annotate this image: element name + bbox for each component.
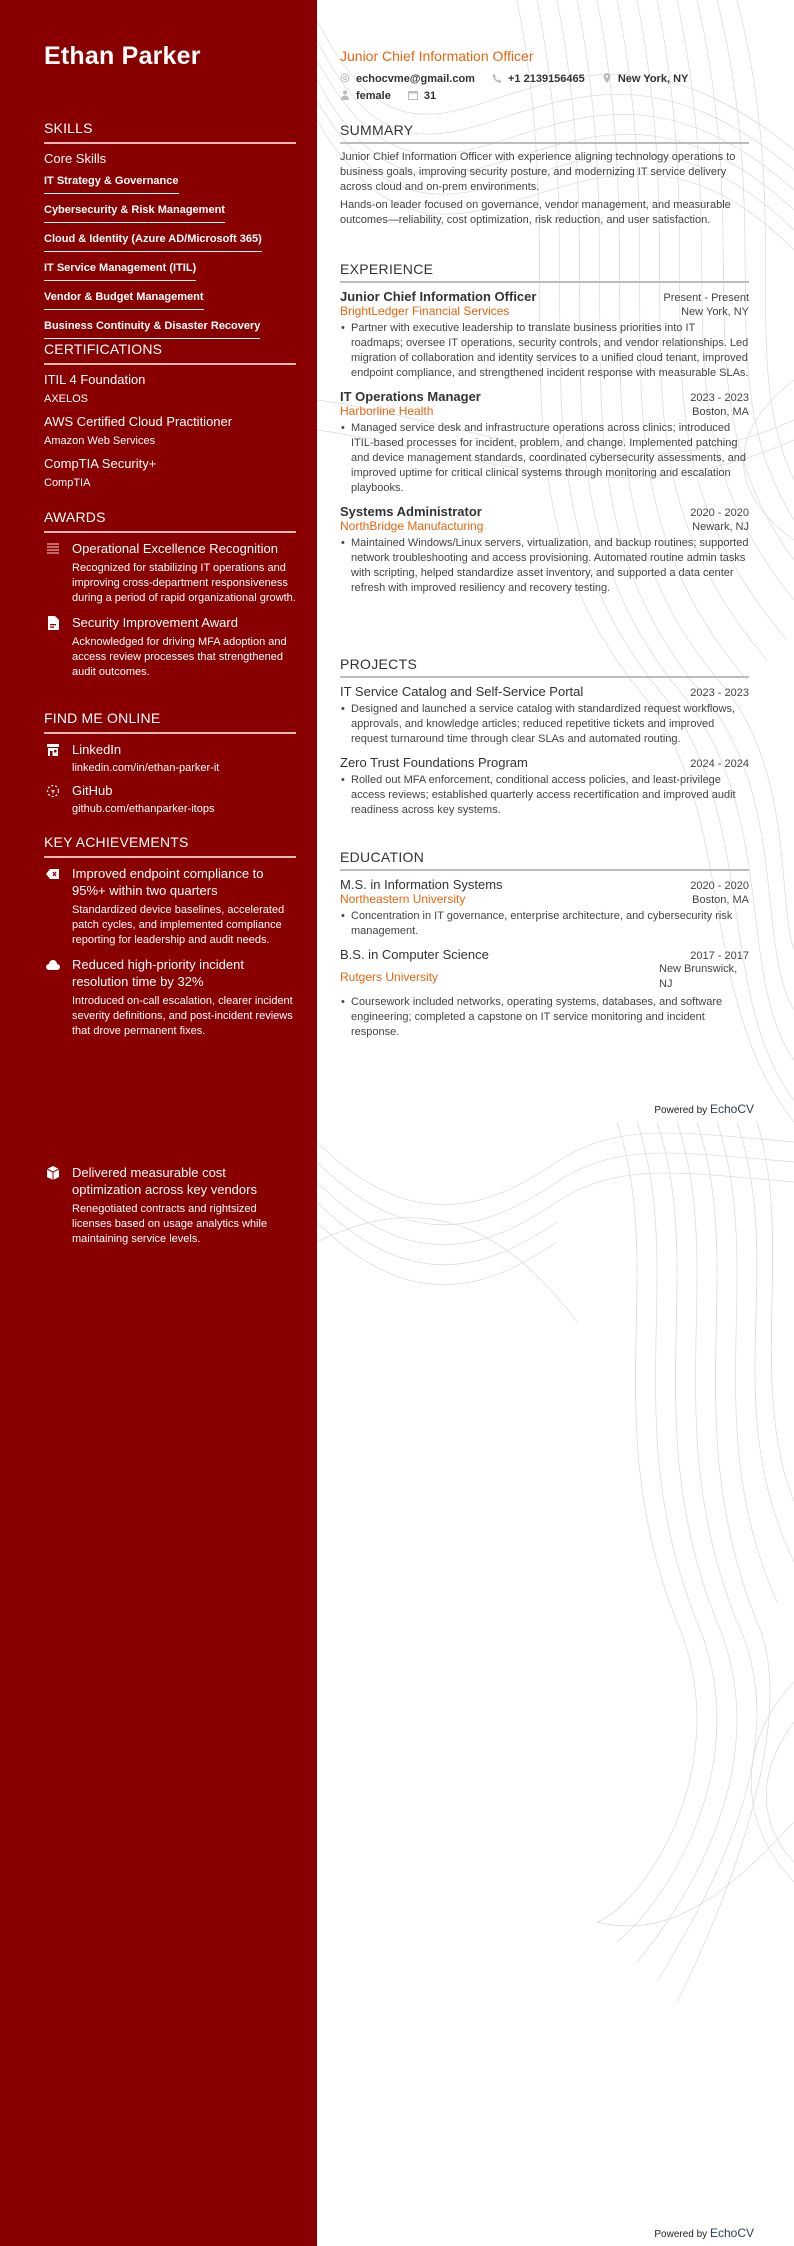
education-section xyxy=(340,849,749,1048)
skill-item: Cybersecurity & Risk Management xyxy=(44,204,225,223)
link-label: GitHub xyxy=(72,783,113,798)
date-range: 2023 - 2023 xyxy=(690,687,749,699)
online-section xyxy=(44,710,296,823)
summary-paragraph: Hands-on leader focused on governance, vendor management, and measurable outcomes—reliability, cost optimization, risk reduction, and user satisfaction. xyxy=(340,199,731,226)
education-entry xyxy=(340,947,749,1040)
experience-entry xyxy=(340,504,749,596)
project-title: Zero Trust Foundations Program xyxy=(340,755,528,770)
contact-list xyxy=(340,71,770,105)
achievements-section xyxy=(44,834,296,1047)
location-pin-icon xyxy=(602,73,612,83)
awards-section xyxy=(44,509,296,688)
position-title: Systems Administrator xyxy=(340,504,482,519)
skill-group-label: Core Skills xyxy=(44,151,107,166)
contact-email[interactable]: echocvme@gmail.com xyxy=(340,71,475,88)
achievement-description: Introduced on-call escalation, clearer incident severity definitions, and post-incident reviews that drove permanent fixes. xyxy=(72,995,293,1037)
achievement-title: Improved endpoint compliance to 95%+ within two quarters xyxy=(72,866,264,898)
phone-icon xyxy=(492,73,502,83)
skill-item: Cloud & Identity (Azure AD/Microsoft 365) xyxy=(44,233,262,252)
certifications-heading: CERTIFICATIONS xyxy=(44,341,296,365)
company-name: BrightLedger Financial Services xyxy=(340,304,510,318)
skill-item: Business Continuity & Disaster Recovery xyxy=(44,320,260,339)
candidate-name: Ethan Parker xyxy=(44,42,201,70)
school-name: Rutgers University xyxy=(340,970,439,984)
achievement-title: Delivered measurable cost optimization across key vendors xyxy=(72,1165,257,1197)
brand-link[interactable]: EchoCV xyxy=(709,2226,754,2240)
achievements-section-continued xyxy=(44,1164,296,1255)
cube-icon xyxy=(46,1166,60,1180)
position-title: IT Operations Manager xyxy=(340,389,481,404)
cert-issuer: AXELOS xyxy=(44,393,89,405)
projects-section xyxy=(340,656,749,826)
bullet: • Designed and launched a service catalog with standardized request workflows, approvals, and knowledge articles; reduced repetitive tickets and improved request turnaround time through clear SLAs and automated routing. xyxy=(340,702,749,747)
sidebar xyxy=(0,0,317,1122)
location: Boston, MA xyxy=(692,894,749,906)
person-icon xyxy=(340,90,350,100)
date-range: 2023 - 2023 xyxy=(690,392,749,404)
cert-name: AWS Certified Cloud Practitioner xyxy=(44,414,233,429)
experience-entry xyxy=(340,389,749,496)
job-title-headline: Junior Chief Information Officer xyxy=(340,48,534,64)
awards-heading: AWARDS xyxy=(44,509,296,533)
award-title: Security Improvement Award xyxy=(72,615,238,630)
education-heading: EDUCATION xyxy=(340,849,749,871)
date-range: 2017 - 2017 xyxy=(690,950,749,962)
achievement-item xyxy=(44,865,296,948)
store-icon xyxy=(46,743,60,757)
award-title: Operational Excellence Recognition xyxy=(72,541,278,556)
resume-page-2 xyxy=(0,1122,794,2246)
bullet: • Managed service desk and infrastructure operations across clinics; introduced ITIL-based processes for incident, problem, and change. Implemented patching and device management standards, coordinated cybersecurity assessments, and improved uptime for critical clinical systems through monitoring and escalation playbooks. xyxy=(340,421,749,496)
main-column xyxy=(317,0,794,1122)
date-range: 2020 - 2020 xyxy=(690,880,749,892)
location: New Brunswick, NJ xyxy=(659,963,738,990)
main-column-continued xyxy=(317,1122,794,2246)
summary-section xyxy=(340,122,749,231)
skill-item: IT Service Management (ITIL) xyxy=(44,262,196,281)
calendar-icon xyxy=(408,90,418,100)
link-item-github[interactable] xyxy=(44,782,296,815)
position-title: Junior Chief Information Officer xyxy=(340,289,537,304)
contact-location: New York, NY xyxy=(602,71,689,88)
award-item xyxy=(44,540,296,606)
achievements-heading: KEY ACHIEVEMENTS xyxy=(44,834,296,858)
bullet: • Partner with executive leadership to translate business priorities into IT roadmaps; oversee IT operations, security controls, and vendor relationships. Led migration of collaboration and identity services to a unified cloud tenant, improved endpoint compliance, and strengthened incident response with measurable SLAs. xyxy=(340,321,749,381)
cert-name: ITIL 4 Foundation xyxy=(44,372,146,387)
location: New York, NY xyxy=(681,306,749,318)
degree: B.S. in Computer Science xyxy=(340,947,489,962)
document-icon xyxy=(46,616,60,630)
experience-section xyxy=(340,261,749,604)
location: Boston, MA xyxy=(692,406,749,418)
project-entry xyxy=(340,684,749,747)
date-range: Present - Present xyxy=(663,292,749,304)
cert-name: CompTIA Security+ xyxy=(44,456,157,471)
experience-entry xyxy=(340,289,749,381)
experience-heading: EXPERIENCE xyxy=(340,261,749,283)
award-item xyxy=(44,614,296,680)
school-name: Northeastern University xyxy=(340,892,466,906)
skill-item: IT Strategy & Governance xyxy=(44,175,179,194)
online-heading: FIND ME ONLINE xyxy=(44,710,296,734)
award-description: Acknowledged for driving MFA adoption and access review processes that strengthened audit outcomes. xyxy=(72,636,287,678)
project-title: IT Service Catalog and Self-Service Portal xyxy=(340,684,584,699)
achievement-item xyxy=(44,1164,296,1247)
skills-heading: SKILLS xyxy=(44,120,296,144)
linkedin-url[interactable]: linkedin.com/in/ethan-parker-it xyxy=(72,762,220,774)
achievement-description: Renegotiated contracts and rightsized licenses based on usage analytics while maintaining service levels. xyxy=(72,1203,268,1245)
company-name: Harborline Health xyxy=(340,404,434,418)
bullet: • Concentration in IT governance, enterprise architecture, and cybersecurity risk management. xyxy=(340,909,749,939)
date-range: 2024 - 2024 xyxy=(690,758,749,770)
award-description: Recognized for stabilizing IT operations and improving cross-department responsiveness during a period of rapid organizational growth. xyxy=(72,562,296,604)
company-name: NorthBridge Manufacturing xyxy=(340,519,484,533)
contact-gender: female xyxy=(340,88,391,105)
powered-by-footer: Powered by EchoCV xyxy=(654,2226,754,2240)
achievement-description: Standardized device baselines, accelerated patch cycles, and implemented compliance reporting for leadership and audit needs. xyxy=(72,904,285,946)
cloud-icon xyxy=(46,958,60,972)
bullet: • Coursework included networks, operating systems, databases, and software engineering; completed a capstone on IT service monitoring and incident response. xyxy=(340,995,749,1040)
link-item-linkedin[interactable] xyxy=(44,741,296,774)
sidebar-continued xyxy=(0,1122,317,2246)
projects-heading: PROJECTS xyxy=(340,656,749,678)
summary-heading: SUMMARY xyxy=(340,122,749,144)
skill-item: Vendor & Budget Management xyxy=(44,291,204,310)
github-url[interactable]: github.com/ethanparker-itops xyxy=(72,803,215,815)
at-icon xyxy=(340,73,350,83)
dashed-circle-icon xyxy=(46,784,60,798)
achievement-title: Reduced high-priority incident resolution time by 32% xyxy=(72,957,244,989)
backspace-icon xyxy=(46,867,60,881)
bullet: • Rolled out MFA enforcement, conditional access policies, and least-privilege access reviews; established quarterly access recertification and improved audit readiness across key systems. xyxy=(340,773,749,818)
date-range: 2020 - 2020 xyxy=(690,507,749,519)
cert-issuer: Amazon Web Services xyxy=(44,435,156,447)
contact-phone[interactable]: +1 2139156465 xyxy=(492,71,585,88)
project-entry xyxy=(340,755,749,818)
achievement-item xyxy=(44,956,296,1039)
summary-paragraph: Junior Chief Information Officer with experience aligning technology operations to business goals, improving security posture, and modernizing IT service delivery across cloud and on-prem environments. xyxy=(340,151,736,193)
location: Newark, NJ xyxy=(692,521,749,533)
bullet: • Maintained Windows/Linux servers, virtualization, and backup routines; supported network troubleshooting and access provisioning. Automated routine admin tasks with scripting, helped standardize asset inventory, and supported a data center refresh with improved resiliency and recovery testing. xyxy=(340,536,749,596)
brand-link[interactable]: EchoCV xyxy=(709,1102,754,1116)
certifications-section xyxy=(44,341,296,498)
wave-pattern-decoration xyxy=(317,1122,794,2246)
skills-section xyxy=(44,120,296,345)
contact-age: 31 xyxy=(408,88,436,105)
degree: M.S. in Information Systems xyxy=(340,877,503,892)
link-label: LinkedIn xyxy=(72,742,122,757)
list-icon xyxy=(46,542,60,556)
cert-issuer: CompTIA xyxy=(44,477,91,489)
education-entry xyxy=(340,877,749,939)
powered-by-footer: Powered by EchoCV xyxy=(654,1102,754,1116)
resume-page-1 xyxy=(0,0,794,1122)
